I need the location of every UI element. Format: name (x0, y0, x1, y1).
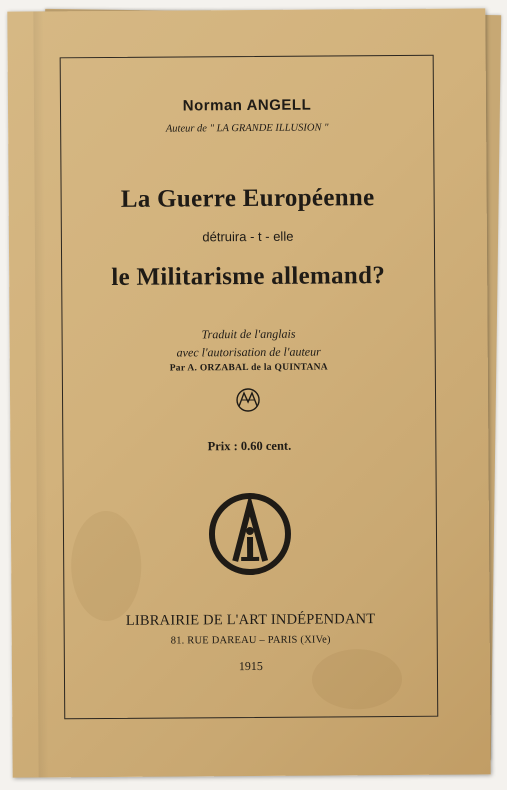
author-name: Norman ANGELL (182, 96, 312, 115)
translation-note-1: Traduit de l'anglais (201, 326, 296, 342)
author-subtitle: Auteur de " LA GRANDE ILLUSION " (165, 122, 329, 135)
title-middle: détruira - t - elle (202, 228, 294, 245)
spine-fold (33, 11, 48, 777)
title-line-2: le Militarisme allemand? (111, 262, 386, 291)
cover-frame (60, 55, 439, 720)
publisher-name: LIBRAIRIE DE L'ART INDÉPENDANT (125, 611, 376, 629)
translator-credit: Par A. ORZABAL de la QUINTANA (169, 362, 328, 374)
translation-note-2: avec l'autorisation de l'auteur (176, 344, 321, 360)
publisher-address: 81. RUE DAREAU – PARIS (XIVe) (170, 634, 331, 647)
title-line-1: La Guerre Européenne (120, 184, 375, 213)
publisher-logo-icon (207, 491, 294, 578)
book-cover (7, 8, 490, 777)
interlaced-monogram-icon (235, 387, 261, 413)
price-label: Prix : 0.60 cent. (207, 438, 292, 454)
publication-year: 1915 (238, 658, 263, 674)
